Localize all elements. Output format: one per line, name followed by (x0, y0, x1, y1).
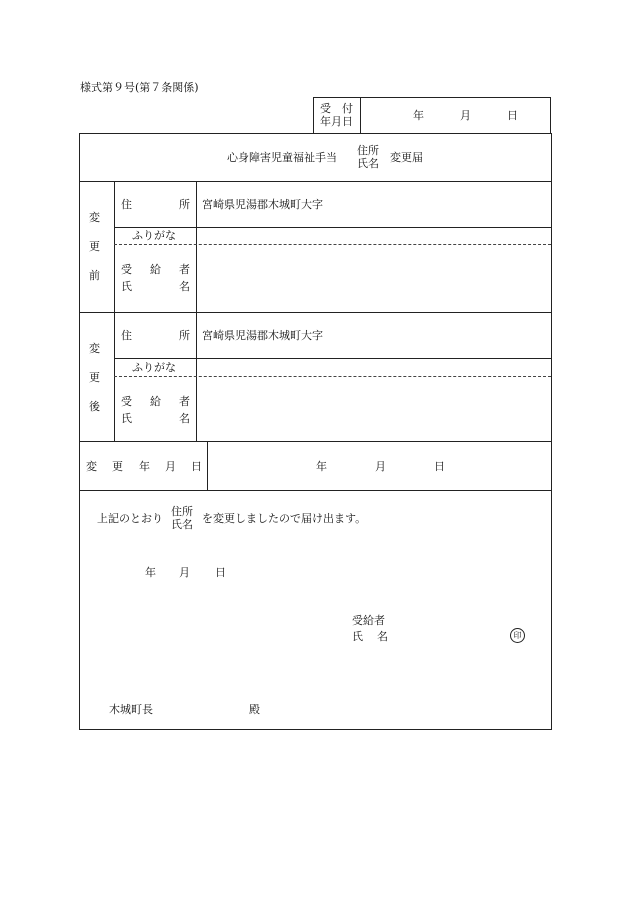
divider (79, 181, 551, 182)
after-label-char: 変 (89, 342, 100, 355)
change-date-label-char: 更 (112, 460, 123, 473)
name-label-char: 名 (377, 630, 388, 643)
form-number: 様式第９号(第７条関係) (80, 81, 199, 94)
before-label-char: 変 (89, 211, 100, 224)
after-name-label-char: 氏 (121, 412, 132, 425)
before-name-label-char: 名 (179, 280, 190, 293)
after-label-char: 後 (89, 400, 100, 413)
seal-icon: 印 (510, 628, 525, 643)
after-furigana-field[interactable] (197, 359, 550, 375)
divider (360, 97, 361, 133)
before-label-char: 前 (89, 269, 100, 282)
divider (114, 181, 115, 312)
dashed-divider (114, 376, 551, 377)
dashed-divider (114, 244, 551, 245)
before-address-label: 住 (121, 198, 132, 211)
change-date-field[interactable] (208, 442, 550, 489)
before-name-label-char: 氏 (121, 280, 132, 293)
after-recipient-name-field[interactable] (197, 378, 550, 440)
change-date-label-char: 年 (139, 460, 150, 473)
name-label-char: 氏 (352, 630, 363, 643)
receipt-day-label: 日 (507, 109, 518, 122)
receipt-label: 受 付 年月日 (320, 102, 353, 128)
recipient-label: 受給者 (352, 614, 385, 627)
addressee: 木城町長 (109, 703, 153, 716)
change-date-label-char: 日 (191, 460, 202, 473)
change-date-label-char: 月 (165, 460, 176, 473)
receipt-year-label: 年 (413, 109, 424, 122)
declaration-year-label: 年 (145, 566, 156, 579)
before-recipient-label-char: 給 (150, 263, 161, 276)
before-address-label: 所 (179, 198, 190, 211)
before-recipient-label-char: 受 (121, 263, 132, 276)
before-address-value: 宮崎県児湯郡木城町大字 (202, 198, 323, 211)
change-date-label-char: 変 (86, 460, 97, 473)
before-recipient-name-field[interactable] (197, 246, 550, 311)
before-furigana-label: ふりがな (132, 229, 176, 242)
divider (79, 312, 551, 313)
honorific: 殿 (249, 703, 260, 716)
declaration-options: 住所 氏名 (171, 505, 193, 531)
change-day-label: 日 (434, 460, 445, 473)
divider (79, 490, 551, 491)
after-address-label: 住 (121, 329, 132, 342)
title-options: 住所 氏名 (357, 144, 379, 170)
after-label-char: 更 (89, 371, 100, 384)
after-name-label-char: 名 (179, 412, 190, 425)
change-year-label: 年 (316, 460, 327, 473)
declaration-month-label: 月 (179, 566, 190, 579)
after-recipient-label-char: 者 (179, 395, 190, 408)
after-recipient-label-char: 給 (150, 395, 161, 408)
before-furigana-field[interactable] (197, 228, 550, 243)
before-label-char: 更 (89, 240, 100, 253)
receipt-month-label: 月 (460, 109, 471, 122)
change-month-label: 月 (375, 460, 386, 473)
form-title-suffix: 変更届 (390, 151, 423, 164)
after-recipient-label-char: 受 (121, 395, 132, 408)
after-furigana-label: ふりがな (132, 361, 176, 374)
declaration-prefix: 上記のとおり (97, 512, 163, 525)
declaration-suffix: を変更しましたので届け出ます。 (202, 512, 367, 525)
form-title: 心身障害児童福祉手当 (227, 151, 337, 164)
after-address-label: 所 (179, 329, 190, 342)
declaration-day-label: 日 (215, 566, 226, 579)
after-address-value: 宮崎県児湯郡木城町大字 (202, 329, 323, 342)
before-recipient-label-char: 者 (179, 263, 190, 276)
